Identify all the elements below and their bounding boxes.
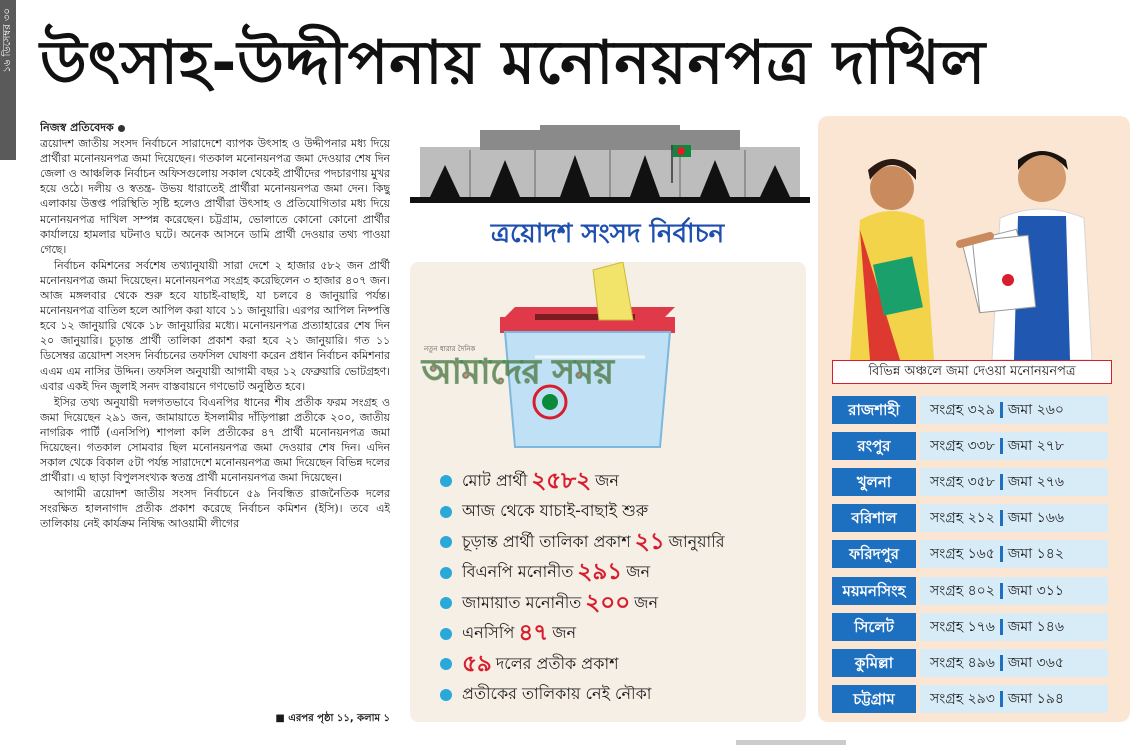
table-row <box>832 645 1112 681</box>
region-counts <box>920 685 1108 713</box>
collected-count: সংগ্রহ ২১২ <box>930 510 995 527</box>
fact-text: জন <box>595 470 619 490</box>
region-counts <box>920 468 1108 496</box>
separator-bar <box>1000 546 1003 562</box>
fact-item <box>440 680 805 711</box>
submitted-count: জমা ১৪৬ <box>1007 618 1064 635</box>
page-edge-text: ১৬ ডিসেম্বর ৩০ <box>2 8 13 73</box>
table-row <box>832 392 1112 428</box>
bullet-icon <box>440 475 452 487</box>
collected-count: সংগ্রহ ১৭৬ <box>930 618 995 635</box>
bullet-icon <box>440 567 452 579</box>
separator-bar <box>1000 619 1003 635</box>
fact-highlight: ২০০ <box>585 589 631 616</box>
byline-text: নিজস্ব প্রতিবেদক <box>40 121 114 134</box>
article-paragraph-1: ত্রয়োদশ জাতীয় সংসদ নির্বাচনে সারাদেশে ব্যাপক উৎসাহ ও উদ্দীপনার মধ্য দিয়ে প্রার্থীরা মনোনয়নপত্র জমা দিয়েছেন। গতকাল মনোনয়নপত্র জমা দেওয়ার শেষ দিন জেলা ও আঞ্চলিক নির্বাচন অফিসগুলোয় সকাল থেকেই প্রার্থীদের পদচারণায় মুখর হয়ে ওঠে। দলীয় ও স্বতন্ত্র- উভয় ধারাতেই প্রার্থীরা মনোনয়নপত্র জমা দেন। কিছু এলাকায় উত্তপ্ত পরিস্থিতি সৃষ্টি হলেও প্রার্থীরা উৎসাহ ও প্রতিযোগিতার মধ্য দিয়ে মনোনয়নপত্র দাখিল সম্পন্ন করেছেন। চট্টগ্রাম, ভোলাতে কোনো কোনো প্রার্থীর কার্যালয়ে হামলার ঘটনাও ঘটে। অনেক আসনে ডামি প্রার্থী দেওয়ার তথ্য পাওয়া গেছে। <box>40 137 390 256</box>
fact-text: প্রতীকের তালিকায় নেই নৌকা <box>462 684 652 704</box>
article-paragraph-3: ইসির তথ্য অনুযায়ী দলগতভাবে বিএনপির ধানের শীষ প্রতীক ফরম সংগ্রহ ও জমা দিয়েছেন ২৯১ জন, জামায়াতে ইসলামীর দাঁড়িপাল্লা প্রতীকে ২০০, জাতীয় নাগরিক পার্টি (এনসিপি) শাপলা কলি প্রতীকের ৪৭ প্রার্থী মনোনয়নপত্র জমা দিয়েছেন। গতকাল সোমবার ছিল মনোনয়নপত্র জমা দেওয়ার শেষ দিন। এদিন সকাল থেকে বিকাল ৫টা পর্যন্ত সারাদেশে মনোনয়নপত্র জমা দিয়েছেন বিভিন্ন দলের প্রার্থীরা। এ ছাড়া বিপুলসংখ্যক স্বতন্ত্র প্রার্থী মনোনয়নপত্র জমা দিয়েছেন। <box>40 395 390 485</box>
region-counts <box>920 649 1108 677</box>
article-paragraph-2: নির্বাচন কমিশনের সর্বশেষ তথ্যানুযায়ী সারা দেশে ২ হাজার ৫৮২ জন প্রার্থী মনোনয়নপত্র জমা দিয়েছেন। মনোনয়নপত্র সংগ্রহ করেছিলেন ৩ হাজার ৪০৭ জন। আজ মঙ্গলবার থেকে শুরু হবে যাচাই-বাছাই, যা চলবে ৪ জানুয়ারি পর্যন্ত। মনোনয়নপত্র বাতিল হলে আপিল করা যাবে ১১ জানুয়ারি। এরপর আপিল নিষ্পত্তি হবে ১২ জানুয়ারি থেকে ১৮ জানুয়ারির মধ্যে। মনোনয়নপত্র প্রত্যাহারের শেষ দিন ২০ জানুয়ারি। চূড়ান্ত প্রার্থী তালিকা প্রকাশ করা হবে ২১ জানুয়ারি। গত ১১ ডিসেম্বর ত্রয়োদশ সংসদ নির্বাচনের তফসিল ঘোষণা করেন প্রধান নির্বাচন কমিশনার এএম এম নাসির উদ্দিন। তফসিল অনুযায়ী আগামী বছর ১২ ফেব্রুয়ারি ভোটগ্রহণ। এবার একই দিন জুলাই সনদ বাস্তবায়নে গণভোট অনুষ্ঠিত হবে। <box>40 258 390 393</box>
collected-count: সংগ্রহ ৪০২ <box>930 582 995 599</box>
bullet-icon <box>440 506 452 518</box>
byline-dot-icon <box>118 125 125 132</box>
fact-text: জন <box>626 562 651 582</box>
region-table <box>832 392 1112 717</box>
submitted-count: জমা ১৬৬ <box>1007 510 1064 527</box>
region-counts <box>920 613 1108 641</box>
separator-bar <box>1000 474 1003 490</box>
fact-highlight: ২৯১ <box>577 559 623 586</box>
collected-count: সংগ্রহ ৩২৯ <box>930 402 995 419</box>
table-row <box>832 536 1112 572</box>
region-name: চট্টগ্রাম <box>832 685 916 713</box>
table-row <box>832 572 1112 608</box>
fact-item <box>440 527 805 558</box>
table-row <box>832 609 1112 645</box>
fact-highlight: ৫৯ <box>462 650 492 677</box>
region-name: ময়মনসিংহ <box>832 577 916 605</box>
fact-highlight: ২১ <box>634 528 665 555</box>
region-name: রংপুর <box>832 432 916 460</box>
collected-count: সংগ্রহ ৩৩৮ <box>930 438 995 455</box>
separator-bar <box>1000 510 1003 526</box>
region-name: ফরিদপুর <box>832 540 916 568</box>
fact-text: জানুয়ারি <box>668 531 725 551</box>
submitted-count: জমা ১৪২ <box>1007 546 1064 563</box>
page-edge-strip <box>0 0 16 160</box>
submitted-count: জমা ১৯৪ <box>1007 690 1064 707</box>
fact-text: জন <box>552 623 577 643</box>
next-story-edge <box>736 740 846 745</box>
watermark-tagline: নতুন ধারার দৈনিক <box>424 345 476 353</box>
fact-text: জন <box>634 592 659 612</box>
article-paragraph-4: আগামী ত্রয়োদশ জাতীয় সংসদ নির্বাচনে ৫৯ নিবন্ধিত রাজনৈতিক দলের সংরক্ষিত হালনাগাদ প্রতীক প্রকাশ করেছে নির্বাচন কমিশন (ইসি)। তবে এই তালিকায় নেই কার্যক্রম নিষিদ্ধ আওয়ামী লীগের <box>40 487 390 531</box>
submitted-count: জমা ২৬০ <box>1007 402 1064 419</box>
region-counts <box>920 504 1108 532</box>
collected-count: সংগ্রহ ৩৫৮ <box>930 474 995 491</box>
separator-bar <box>1000 438 1003 454</box>
region-name: রাজশাহী <box>832 396 916 424</box>
separator-bar <box>1000 583 1003 599</box>
table-row <box>832 681 1112 717</box>
bullet-icon <box>440 628 452 640</box>
submitted-count: জমা ৩১১ <box>1007 582 1064 599</box>
region-name: খুলনা <box>832 468 916 496</box>
region-table-title: বিভিন্ন অঞ্চলে জমা দেওয়া মনোনয়নপত্র <box>832 360 1112 384</box>
separator-bar <box>1000 691 1003 707</box>
fact-item <box>440 466 805 497</box>
region-name: বরিশাল <box>832 504 916 532</box>
region-counts <box>920 540 1108 568</box>
table-row <box>832 464 1112 500</box>
fact-item <box>440 649 805 680</box>
byline <box>40 120 390 135</box>
region-name: কুমিল্লা <box>832 649 916 677</box>
separator-bar <box>1000 402 1003 418</box>
fact-text: জামায়াত মনোনীত <box>462 592 582 612</box>
continuation-note: ■ এরপর পৃষ্ঠা ১১, কলাম ১ <box>271 711 390 726</box>
region-counts <box>920 577 1108 605</box>
table-row <box>832 428 1112 464</box>
parliament-building-icon <box>410 125 810 205</box>
fact-text: দলের প্রতীক প্রকাশ <box>495 653 619 673</box>
collected-count: সংগ্রহ ১৬৫ <box>930 546 995 563</box>
fact-item <box>440 588 805 619</box>
fact-text: বিএনপি মনোনীত <box>462 562 574 582</box>
submitted-count: জমা ৩৬৫ <box>1007 654 1064 671</box>
bullet-icon <box>440 689 452 701</box>
table-row <box>832 500 1112 536</box>
fact-highlight: ২৫৮২ <box>531 467 592 494</box>
fact-text: আজ থেকে যাচাই-বাছাই শুরু <box>462 501 649 521</box>
headline: উৎসাহ-উদ্দীপনায় মনোনয়নপত্র দাখিল <box>40 28 987 98</box>
fact-list <box>440 466 805 710</box>
fact-highlight: ৪৭ <box>518 620 549 647</box>
separator-bar <box>1000 655 1003 671</box>
bullet-icon <box>440 597 452 609</box>
fact-item <box>440 497 805 528</box>
collected-count: সংগ্রহ ২৯৩ <box>930 690 995 707</box>
fact-text: এনসিপি <box>462 623 515 643</box>
collected-count: সংগ্রহ ৪৯৬ <box>930 654 995 671</box>
graphic-title: ত্রয়োদশ সংসদ নির্বাচন <box>490 219 725 249</box>
region-name: সিলেট <box>832 613 916 641</box>
fact-item <box>440 619 805 650</box>
article-body <box>40 120 390 730</box>
bullet-icon <box>440 536 452 548</box>
submitted-count: জমা ২৭৬ <box>1007 474 1064 491</box>
fact-text: চূড়ান্ত প্রার্থী তালিকা প্রকাশ <box>462 531 631 551</box>
bullet-icon <box>440 658 452 670</box>
region-counts <box>920 432 1108 460</box>
submitted-count: জমা ২৭৮ <box>1007 438 1064 455</box>
fact-text: মোট প্রার্থী <box>462 470 528 490</box>
region-counts <box>920 396 1108 424</box>
candidate-submitting-papers-illustration <box>830 140 1120 360</box>
newspaper-watermark: আমাদের সময় <box>422 352 614 392</box>
